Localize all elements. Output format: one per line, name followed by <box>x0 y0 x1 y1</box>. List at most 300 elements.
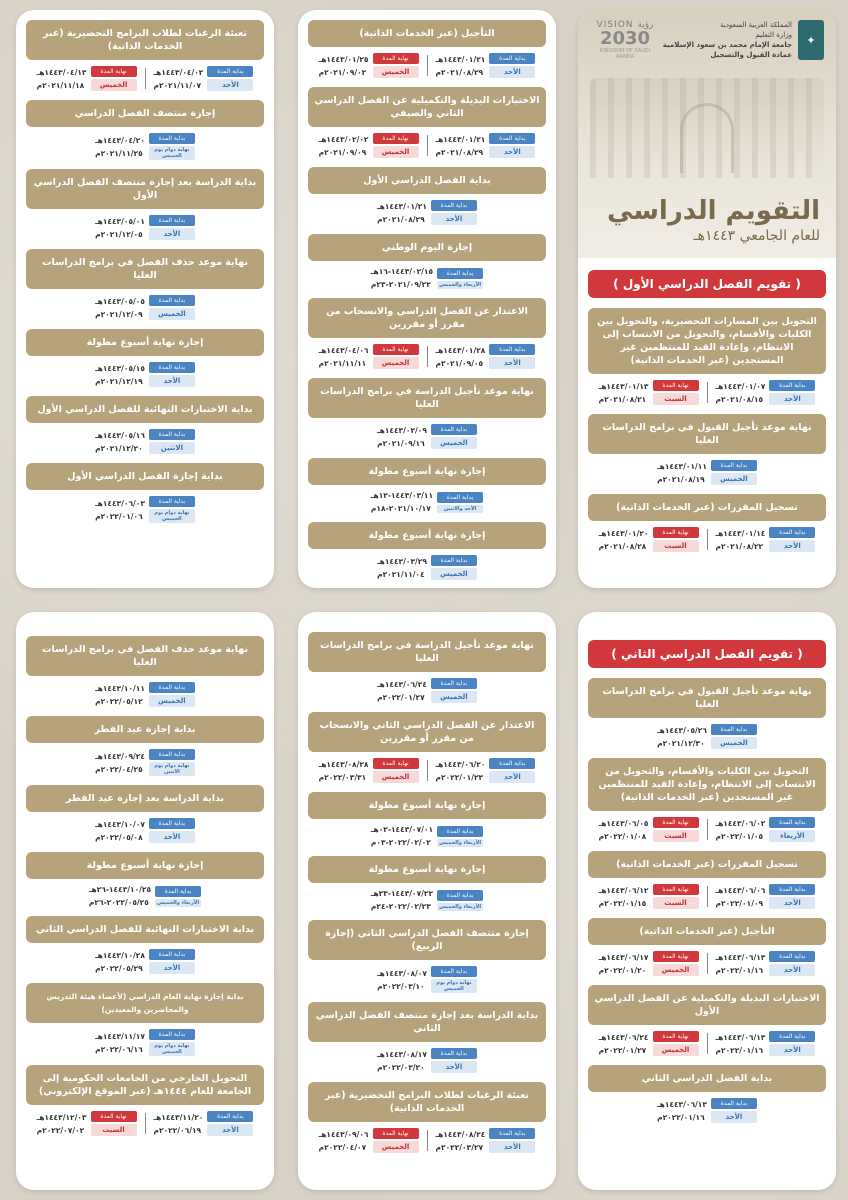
date-values <box>377 1050 427 1072</box>
day-name: الخميس <box>373 146 419 158</box>
event-title: بداية الدراسة بعد إجازة منتصف الفصل الدراسي الثاني <box>308 1002 546 1042</box>
hijri-date: ١٤٤٣/٠٤/٠٦هـ <box>318 345 369 355</box>
date-tags <box>149 496 195 523</box>
date-values <box>599 382 649 404</box>
gregorian-date: ٢٠٢٢/٠٣/٢٠م <box>377 1062 425 1072</box>
date-values <box>319 135 369 157</box>
start-date <box>377 424 477 449</box>
date-tags <box>149 295 195 320</box>
event-dates <box>26 496 264 523</box>
date-values <box>95 136 145 158</box>
event-dates <box>26 818 264 843</box>
event-dates <box>308 133 546 158</box>
hijri-date: ١٤٤٣/٠٦/٢٤هـ <box>598 1032 649 1042</box>
date-separator <box>427 760 428 781</box>
date-values <box>377 426 427 448</box>
date-values <box>657 726 707 748</box>
start-label: بداية المدة <box>149 1029 195 1040</box>
start-label: بداية المدة <box>431 1048 477 1059</box>
date-values <box>319 346 369 368</box>
date-values <box>95 684 145 706</box>
date-tags <box>91 1111 137 1136</box>
end-label: نهاية المدة <box>373 758 419 769</box>
gregorian-date: ٢٠٢٢/٠١/٠٨م <box>598 831 647 841</box>
gregorian-date: ٢٠٢٢/٠١/١٦م <box>657 1112 705 1122</box>
date-separator <box>707 529 708 550</box>
gregorian-date: ٢٠٢٢/٠٥/٢٥-٢٦م <box>88 898 149 907</box>
day-name: الخميس <box>711 473 757 485</box>
date-values <box>599 529 649 551</box>
date-tags <box>711 460 757 485</box>
date-tags <box>711 1098 757 1123</box>
start-label: بداية المدة <box>431 966 477 977</box>
start-label: بداية المدة <box>769 951 815 962</box>
event-dates <box>26 1029 264 1056</box>
event-title: الاختبارات البديلة والتكميلية عن الفصل الدراسي الأول <box>588 985 826 1025</box>
event-dates <box>308 53 546 78</box>
card-sem1-intro <box>578 10 836 588</box>
start-date <box>371 267 483 289</box>
date-values <box>377 557 427 579</box>
date-tags <box>711 724 757 749</box>
end-label: نهاية المدة <box>91 1111 137 1122</box>
gregorian-date: ٢٠٢٢/٠١/١٦م <box>715 1045 764 1055</box>
day-name: الأحد <box>489 771 535 783</box>
date-separator <box>427 346 428 367</box>
start-label: بداية المدة <box>149 215 195 226</box>
date-tags <box>149 133 195 160</box>
date-tags <box>489 344 535 369</box>
event-dates <box>308 267 546 289</box>
day-name: الخميس <box>373 1141 419 1153</box>
event-title: بداية الدراسة بعد إجازة منتصف الفصل الدراسي الأول <box>26 169 264 209</box>
date-tags <box>437 492 483 513</box>
event-title: الاعتذار عن الفصل الدراسي والانسحاب من مقرر أو مقررين <box>308 298 546 338</box>
gregorian-date: ٢٠٢٢/٠٦/١٦م <box>95 1044 143 1054</box>
date-tags <box>207 1111 253 1136</box>
event-dates <box>588 951 826 976</box>
date-tags <box>373 133 419 158</box>
event-dates <box>26 295 264 320</box>
uni-line3: جامعة الإمام محمد بن سعود الإسلامية <box>662 41 792 49</box>
start-label: بداية المدة <box>711 724 757 735</box>
date-tags <box>489 133 535 158</box>
start-label: بداية المدة <box>149 749 195 760</box>
gregorian-date: ٢٠٢٢/٠٧/٠٢م <box>36 1125 85 1135</box>
hijri-date: ١٤٤٣/٠٥/٠٥هـ <box>95 296 145 306</box>
date-separator <box>427 55 428 76</box>
hijri-date: ١٤٤٣/٠١/٢١هـ <box>435 134 486 144</box>
date-tags <box>207 66 253 91</box>
date-values <box>657 462 707 484</box>
vision-sub: KINGDOM OF SAUDI ARABIA <box>599 48 651 60</box>
hijri-date: ١٤٤٣/٠٧/٠١-٠٢هـ <box>370 825 434 834</box>
event-title: بداية الاختبارات النهائية للفصل الدراسي الأول <box>26 396 264 423</box>
gregorian-date: ٢٠٢١/٠٩/٠٢م <box>318 67 367 77</box>
day-name: الخميس <box>91 79 137 91</box>
start-label: بداية المدة <box>431 424 477 435</box>
start-date <box>377 966 477 993</box>
hijri-date: ١٤٤٣/١٠/٢٨هـ <box>95 950 145 960</box>
date-values <box>95 431 145 453</box>
day-name: نهاية دوام يوم الخميس <box>149 146 195 160</box>
end-date <box>319 344 419 369</box>
hero-banner <box>578 10 836 258</box>
hijri-date: ١٤٤٣/٠٦/٢٤هـ <box>377 679 427 689</box>
event-title: التأجيل (عبر الخدمات الذاتية) <box>588 918 826 945</box>
start-date <box>154 1111 254 1136</box>
building-illustration <box>590 78 824 178</box>
date-tags <box>431 555 477 580</box>
hijri-date: ١٤٤٣/٠٣/٢٩هـ <box>377 556 427 566</box>
date-values <box>89 885 151 907</box>
date-separator <box>427 135 428 156</box>
start-date <box>95 682 195 707</box>
gregorian-date: ٢٠٢٢/٠١/١٥م <box>598 898 647 908</box>
event-dates <box>308 555 546 580</box>
gregorian-date: ٢٠٢١/٠٨/١٩م <box>657 474 705 484</box>
date-tags <box>91 66 137 91</box>
event-list <box>308 632 546 1153</box>
event-dates <box>588 724 826 749</box>
date-tags <box>653 380 699 405</box>
start-label: بداية المدة <box>207 1111 253 1122</box>
event-title: التحويل بين المسارات التحضيرية، والتحويل بين الكليات والأقسام، والتحويل من الانتساب إلى الانتظام، وإعادة القيد للمنتظمين غير المستجدين (عبر الخدمات الذاتية) <box>588 308 826 374</box>
day-name: السبت <box>91 1124 137 1136</box>
event-title: إجازة اليوم الوطني <box>308 234 546 261</box>
vision-2030-logo <box>590 20 660 60</box>
gregorian-date: ٢٠٢٢/٠٣/٢٧م <box>435 1142 484 1152</box>
hijri-date: ١٤٤٣/١٠/١١هـ <box>95 683 145 693</box>
gregorian-date: ٢٠٢١/١١/٢٥م <box>95 148 143 158</box>
hijri-date: ١٤٤٣/١٠/٢٥-٢٦هـ <box>88 885 152 894</box>
event-dates <box>26 885 264 907</box>
start-label: بداية المدة <box>769 817 815 828</box>
event-list <box>26 636 264 1136</box>
end-date <box>599 817 699 842</box>
event-dates <box>308 1128 546 1153</box>
day-name: الخميس <box>431 437 477 449</box>
date-values <box>37 68 87 90</box>
gregorian-date: ٢٠٢١/٠٨/٢٩م <box>435 67 484 77</box>
card-sem1-part2 <box>298 10 556 588</box>
hijri-date: ١٤٤٣/٠٦/٠٥هـ <box>598 818 649 828</box>
date-values <box>436 760 486 782</box>
hijri-date: ١٤٤٣/١١/١٧هـ <box>95 1031 145 1041</box>
date-tags <box>489 53 535 78</box>
gregorian-date: ٢٠٢١/١٢/١٩م <box>95 376 143 386</box>
date-values <box>716 529 766 551</box>
date-values <box>95 217 145 239</box>
event-title: الاختبارات البديلة والتكميلية عن الفصل الدراسي الثاني والصيفي <box>308 87 546 127</box>
date-values <box>599 886 649 908</box>
hijri-date: ١٤٤٣/٠٦/١٢هـ <box>598 885 649 895</box>
date-separator <box>145 68 146 89</box>
hijri-date: ١٤٤٣/١٢/٠٣هـ <box>36 1112 87 1122</box>
end-date <box>37 1111 137 1136</box>
end-label: نهاية المدة <box>653 951 699 962</box>
date-tags <box>769 380 815 405</box>
date-tags <box>431 200 477 225</box>
date-tags <box>489 758 535 783</box>
day-name: الأحد <box>149 375 195 387</box>
gregorian-date: ٢٠٢٢/٠٢/٠٢-٠٣م <box>370 838 431 847</box>
start-date <box>371 491 483 513</box>
day-name: الأحد <box>149 228 195 240</box>
date-tags <box>373 1128 419 1153</box>
start-date <box>716 817 816 842</box>
vision-label: VISION رؤية <box>596 20 654 30</box>
date-values <box>436 346 486 368</box>
date-values <box>599 953 649 975</box>
date-values <box>371 889 433 911</box>
date-tags <box>373 758 419 783</box>
start-label: بداية المدة <box>431 678 477 689</box>
start-label: بداية المدة <box>489 344 535 355</box>
start-label: بداية المدة <box>711 460 757 471</box>
start-label: بداية المدة <box>489 53 535 64</box>
gregorian-date: ٢٠٢١/٠٨/٢٨م <box>598 541 647 551</box>
semester2-heading: ( تقويم الفصل الدراسي الثاني ) <box>588 640 826 668</box>
day-name: الخميس <box>431 568 477 580</box>
date-tags <box>149 429 195 454</box>
end-label: نهاية المدة <box>653 817 699 828</box>
university-logo-icon: ✦ <box>798 20 824 60</box>
gregorian-date: ٢٠٢١/٠٩/٠٥م <box>435 358 484 368</box>
gregorian-date: ٢٠٢١/٠٩/٠٩م <box>318 147 367 157</box>
end-label: نهاية المدة <box>653 380 699 391</box>
event-dates <box>26 362 264 387</box>
start-date <box>95 133 195 160</box>
date-tags <box>149 1029 195 1056</box>
start-label: بداية المدة <box>437 268 483 279</box>
end-label: نهاية المدة <box>653 884 699 895</box>
date-values <box>599 1033 649 1055</box>
start-date <box>95 749 195 776</box>
date-tags <box>653 884 699 909</box>
event-title: إجازة نهاية أسبوع مطولة <box>26 852 264 879</box>
start-label: بداية المدة <box>149 682 195 693</box>
day-name: الأحد <box>489 357 535 369</box>
start-label: بداية المدة <box>437 826 483 837</box>
hijri-date: ١٤٤٣/٠٤/٢٠هـ <box>95 135 145 145</box>
hijri-date: ١٤٤٣/٠٥/٢٦هـ <box>657 725 707 735</box>
date-tags <box>155 886 201 907</box>
day-name: نهاية دوام يوم الخميس <box>149 509 195 523</box>
gregorian-date: ٢٠٢١/٠٨/٢٩م <box>435 147 484 157</box>
date-values <box>319 55 369 77</box>
event-title: بداية إجازة نهاية العام الدراسي (لأعضاء هيئة التدريس والمحاضرين والمعيدين) <box>26 983 264 1023</box>
event-title: تعبئة الرغبات لطلاب البرامج التحضيرية (عبر الخدمات الذاتية) <box>26 20 264 60</box>
event-title: إجازة نهاية أسبوع مطولة <box>308 458 546 485</box>
gregorian-date: ٢٠٢٢/٠١/١٦م <box>715 965 764 975</box>
date-values <box>436 55 486 77</box>
start-label: بداية المدة <box>489 758 535 769</box>
start-date <box>95 949 195 974</box>
hijri-date: ١٤٤٣/٠١/٢١هـ <box>377 201 427 211</box>
gregorian-date: ٢٠٢٢/٠٣/١٠م <box>377 981 425 991</box>
hijri-date: ١٤٤٣/٠٦/٠٦هـ <box>715 885 766 895</box>
event-title: تسجيل المقررات (عبر الخدمات الذاتية) <box>588 494 826 521</box>
hijri-date: ١٤٤٣/٠٦/٠٣هـ <box>95 498 145 508</box>
start-label: بداية المدة <box>711 1098 757 1109</box>
end-label: نهاية المدة <box>91 66 137 77</box>
date-values <box>716 1033 766 1055</box>
end-label: نهاية المدة <box>653 1031 699 1042</box>
date-tags <box>437 890 483 911</box>
end-date <box>599 380 699 405</box>
start-date <box>657 460 757 485</box>
event-dates <box>308 966 546 993</box>
date-values <box>377 969 427 991</box>
date-separator <box>145 1113 146 1134</box>
day-name: الأحد <box>769 393 815 405</box>
event-dates <box>588 380 826 405</box>
start-date <box>154 66 254 91</box>
hijri-date: ١٤٤٣/٠٥/١٦هـ <box>95 430 145 440</box>
date-values <box>371 267 433 289</box>
event-dates <box>308 1048 546 1073</box>
start-date <box>95 496 195 523</box>
event-dates <box>308 758 546 783</box>
event-dates <box>308 491 546 513</box>
date-tags <box>149 362 195 387</box>
start-label: بداية المدة <box>437 890 483 901</box>
hijri-date: ١٤٤٣/٠٥/١٥هـ <box>95 363 145 373</box>
day-name: السبت <box>653 897 699 909</box>
day-name: الأحد <box>769 1044 815 1056</box>
date-values <box>95 951 145 973</box>
date-tags <box>431 424 477 449</box>
start-date <box>95 215 195 240</box>
start-date <box>436 53 536 78</box>
gregorian-date: ٢٠٢٢/٠٤/٢٥م <box>95 764 143 774</box>
start-date <box>436 344 536 369</box>
start-date <box>95 818 195 843</box>
start-label: بداية المدة <box>207 66 253 77</box>
gregorian-date: ٢٠٢١/١٠/١٧-١٨م <box>370 504 431 513</box>
event-title: نهاية موعد حذف الفصل في برامج الدراسات العليا <box>26 636 264 676</box>
hijri-date: ١٤٤٣/٠٦/١٣هـ <box>715 952 766 962</box>
day-name: نهاية دوام يوم الخميس <box>149 1042 195 1056</box>
day-name: الاثنين <box>149 442 195 454</box>
day-name: الأربعاء والخميس <box>437 281 483 289</box>
date-tags <box>373 344 419 369</box>
date-values <box>716 953 766 975</box>
gregorian-date: ٢٠٢٢/٠٥/٢٩م <box>95 963 143 973</box>
date-values <box>436 135 486 157</box>
start-label: بداية المدة <box>149 295 195 306</box>
event-title: نهاية موعد تأجيل القبول في برامج الدراسات العليا <box>588 414 826 454</box>
start-date <box>436 758 536 783</box>
event-title: تسجيل المقررات (عبر الخدمات الذاتية) <box>588 851 826 878</box>
hijri-date: ١٤٤٣/٠١/١٣هـ <box>598 381 649 391</box>
day-name: الأحد <box>769 964 815 976</box>
end-date <box>599 527 699 552</box>
event-title: نهاية موعد تأجيل الدراسة في برامج الدراسات العليا <box>308 378 546 418</box>
hijri-date: ١٤٤٣/٠١/٢٥هـ <box>318 54 369 64</box>
gregorian-date: ٢٠٢٢/٠١/٢٠م <box>598 965 647 975</box>
date-tags <box>149 749 195 776</box>
date-tags <box>653 527 699 552</box>
event-title: إجازة نهاية أسبوع مطولة <box>308 792 546 819</box>
hijri-date: ١٤٤٣/٠١/٢٨هـ <box>435 345 486 355</box>
date-tags <box>769 884 815 909</box>
hijri-date: ١٤٤٣/٠٨/٠٧هـ <box>377 968 427 978</box>
date-tags <box>653 817 699 842</box>
gregorian-date: ٢٠٢١/١٢/٣٠م <box>657 738 705 748</box>
start-label: بداية المدة <box>149 362 195 373</box>
event-dates <box>308 825 546 847</box>
date-tags <box>149 682 195 707</box>
gregorian-date: ٢٠٢٢/٠١/٠٦م <box>95 511 143 521</box>
gregorian-date: ٢٠٢١/٠٨/٢٢م <box>715 541 764 551</box>
start-date <box>436 1128 536 1153</box>
event-title: بداية الفصل الدراسي الثاني <box>588 1065 826 1092</box>
gregorian-date: ٢٠٢١/٠٨/٢١م <box>598 394 647 404</box>
day-name: الأربعاء والخميس <box>437 839 483 847</box>
date-values <box>319 1130 369 1152</box>
date-values <box>436 1130 486 1152</box>
event-title: إجازة نهاية أسبوع مطولة <box>308 856 546 883</box>
date-tags <box>437 826 483 847</box>
date-separator <box>707 382 708 403</box>
event-dates <box>588 460 826 485</box>
start-label: بداية المدة <box>155 886 201 897</box>
event-list <box>308 20 546 580</box>
start-label: بداية المدة <box>149 818 195 829</box>
date-values <box>657 1100 707 1122</box>
day-name: نهاية دوام يوم الخميس <box>431 979 477 993</box>
gregorian-date: ٢٠٢٢/٠١/٢٧م <box>598 1045 647 1055</box>
event-dates <box>26 749 264 776</box>
gregorian-date: ٢٠٢١/١١/١٨م <box>36 80 85 90</box>
day-name: الخميس <box>373 66 419 78</box>
date-separator <box>427 1130 428 1151</box>
hijri-date: ١٤٤٣/٠٢/٠٩هـ <box>377 425 427 435</box>
hijri-date: ١٤٤٣/٠٦/١٧هـ <box>598 952 649 962</box>
start-label: بداية المدة <box>489 133 535 144</box>
event-dates <box>26 133 264 160</box>
date-tags <box>149 949 195 974</box>
start-label: بداية المدة <box>769 527 815 538</box>
day-name: الأحد <box>149 831 195 843</box>
event-dates <box>588 817 826 842</box>
event-title: بداية الفصل الدراسي الأول <box>308 167 546 194</box>
card-sem2-part3 <box>16 612 274 1190</box>
date-values <box>716 819 766 841</box>
vision-year: 2030 <box>599 28 651 49</box>
event-dates <box>26 429 264 454</box>
gregorian-date: ٢٠٢٢/٠١/٠٥م <box>715 831 764 841</box>
date-values <box>371 491 433 513</box>
event-title: نهاية موعد تأجيل القبول في برامج الدراسات العليا <box>588 678 826 718</box>
start-date <box>716 1031 816 1056</box>
event-dates <box>308 424 546 449</box>
gregorian-date: ٢٠٢٢/٠٤/٠٧م <box>318 1142 367 1152</box>
event-title: نهاية موعد حذف الفصل في برامج الدراسات العليا <box>26 249 264 289</box>
gregorian-date: ٢٠٢١/١٢/٢٠م <box>95 443 143 453</box>
start-date <box>377 678 477 703</box>
page-subtitle: للعام الجامعي ١٤٤٣هـ <box>693 228 820 244</box>
day-name: الأربعاء والخميس <box>437 903 483 911</box>
date-tags <box>431 1048 477 1073</box>
end-date <box>319 1128 419 1153</box>
gregorian-date: ٢٠٢١/٠٩/٢٢-٢٣م <box>370 280 431 289</box>
date-values <box>377 680 427 702</box>
event-dates <box>26 682 264 707</box>
hijri-date: ١٤٤٣/٠٢/٠٢هـ <box>318 134 369 144</box>
